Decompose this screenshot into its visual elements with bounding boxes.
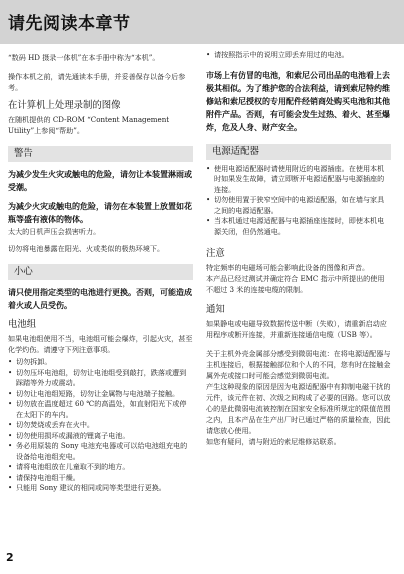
warning-note: 太大的日机声压会损害听力。	[8, 227, 101, 236]
battery-intro: 如果电池组使用不当，电池组可能会爆炸，引起火灾，甚至化学灼伤。请遵守下列注意事项。	[8, 334, 193, 354]
disposal-bullet-list	[206, 50, 391, 61]
intro-paragraph-1: “数码 HD 摄录一体机”在本手册中称为“本机”。	[8, 53, 160, 62]
page-number: 2	[6, 551, 14, 564]
list-item: • 切勿放在温度超过 60 ℃的高温处，如直射阳光下或停在太阳下的车内。	[8, 399, 187, 419]
list-item: • 请将电池组放在儿童取不到的地方。	[8, 462, 130, 471]
leakage-text-1: 关于主机外壳金属部分感受到微弱电流：在将电源适配器与主机连接后，根据接触部位和个人的不同，您有时在接触金属外壳或接口时可能会感觉到微弱电流。	[206, 349, 391, 380]
list-item: • 切勿让电池组短路，切勿让金属物与电池端子接触。	[8, 388, 180, 398]
list-item: • 切勿使用置于狭窄空间中的电源适配器，如在墙与家具之间的电源适配器。	[206, 195, 385, 215]
left-column	[8, 52, 193, 494]
attention-text-2: 本产品已经过测试并确定符合 EMC 指示中所提出的使用不超过 3 米的连接电缆的限制。	[206, 274, 385, 294]
notice-heading: 通知	[206, 304, 225, 315]
list-item: • 当本机通过电源适配器与电源插座连接时，即使本机电源关闭，但仍然通电。	[206, 216, 385, 236]
list-item: • 请按照指示中的说明立即丢弃用过的电池。	[206, 50, 349, 59]
intro-paragraph-2: 操作本机之前，请先通读本手册，并妥善保存以备今后参考。	[8, 72, 186, 92]
warning-text-1: 为减少发生火灾或触电的危险，请勿让本装置淋雨或受潮。	[8, 170, 192, 192]
warning-box: 警告	[8, 146, 193, 162]
right-column	[206, 50, 391, 447]
attention-text-1: 特定频率的电磁场可能会影响此设备的图像和声音。	[206, 263, 370, 272]
caution-box: 小心	[8, 264, 193, 280]
registration-text: 在随机提供的 CD-ROM “Content Management Utility”上参阅“帮助”。	[8, 115, 170, 135]
list-item: • 使用电源适配器时请使用附近的电源插座。在使用本机时如果发生故障，请立即断开电源适配器与电源插座的连接。	[206, 163, 385, 194]
registration-heading: 在计算机上处理录制的图像	[8, 100, 121, 111]
battery-bullet-list	[8, 357, 193, 494]
list-item: • 切勿使用损坏或漏液的锂离子电池。	[8, 430, 130, 440]
warning-text-2: 为减少火灾或触电的危险，请勿在本装置上放置如花瓶等盛有液体的物体。	[8, 202, 192, 224]
warning-heat: 切勿将电池暴露在阳光、火或类似的极热环境下。	[8, 244, 165, 253]
attention-heading: 注意	[206, 248, 225, 259]
caution-text: 请只使用指定类型的电池进行更换。否则，可能造成着火或人员受伤。	[8, 288, 192, 310]
title-bar	[0, 0, 404, 44]
list-item: • 只能用 Sony 建议的相同或同等类型进行更换。	[8, 483, 166, 492]
list-item: • 切勿拆卸。	[8, 357, 52, 366]
leakage-text-2: 产生这种现象的原因是因为电源适配器中有抑制电磁干扰的元件，该元件在初、次级之间构成了必要的回路。您可以放心的是此微弱电流被控制在国家安全标准所规定的限值范围之内，且本产品在生产出厂时已通过严格的质量检查，因此请您放心使用。	[206, 382, 391, 435]
counterfeit-notice: 市场上有仿冒的电池，和索尼公司出品的电池看上去极其相似。为了维护您的合法利益，请到索尼特约维修站和索尼授权的专用配件经销商处购买电池和其他附件产品。否则，有可能会发生过热、着火、甚至爆炸，危及人身、财产安全。	[206, 70, 390, 132]
battery-heading: 电池组	[8, 319, 37, 330]
adapter-box: 电源适配器	[206, 144, 391, 160]
adapter-bullet-list	[206, 164, 391, 238]
list-item: • 切勿焚烧或丢弃在火中。	[8, 420, 95, 429]
leakage-text-3: 如您有疑问，请与附近的索尼维修站联系。	[206, 437, 341, 446]
list-item: • 请保持电池组干燥。	[8, 472, 80, 482]
list-item: • 切勿压坏电池组，切勿让电池组受到敲打，跌落或遭到踩踏等外力或震动。	[8, 367, 187, 387]
list-item: • 务必用原装的 Sony 电池充电器或可以给电池组充电的设备给电池组充电。	[8, 441, 188, 461]
page-title: 请先阅读本章节	[8, 14, 131, 34]
notice-text: 如果静电或电磁导致数据传送中断（失败），请重新启动应用程序或断开连接，并重新连接通信电缆（USB 等）。	[206, 319, 387, 339]
